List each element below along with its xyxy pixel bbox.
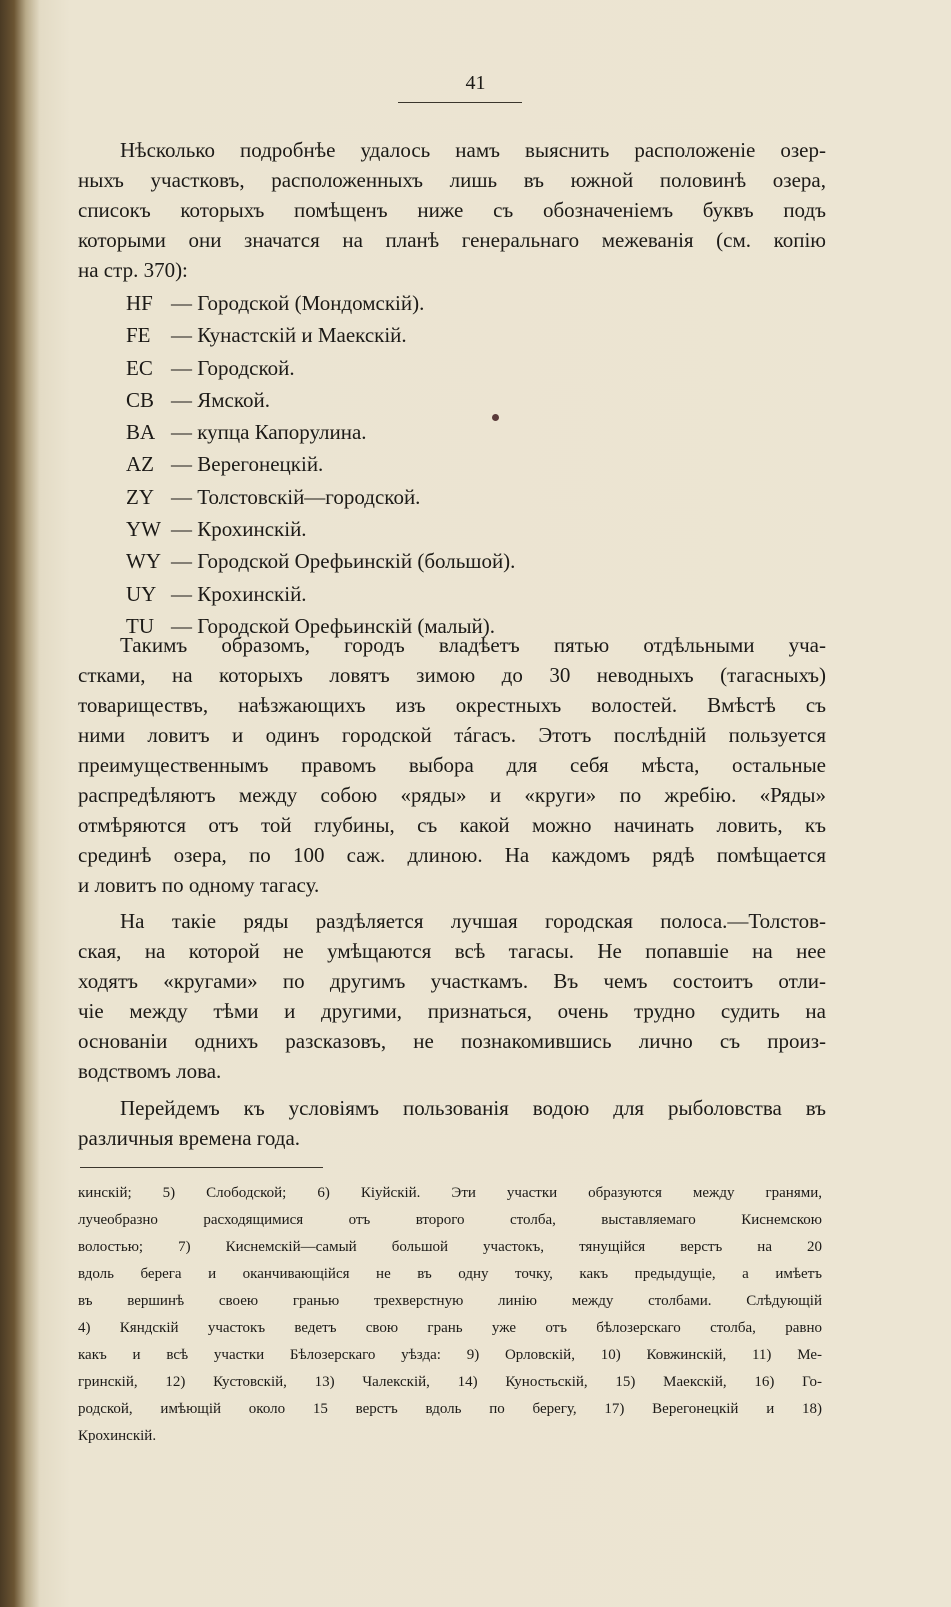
footnote-line: 4) Кяндскій участокъ ведетъ свою грань уже отъ бѣлозерскаго столба, равно xyxy=(78,1320,822,1336)
plot-code: CB xyxy=(126,387,155,412)
list-item xyxy=(126,514,515,546)
plot-name: — Городской Орефьинскій (большой). xyxy=(171,549,516,574)
text-line: ныхъ участковъ, расположенныхъ лишь въ южной половинѣ озера, xyxy=(78,168,826,192)
plot-code: YW xyxy=(126,517,161,542)
text-line: стками, на которыхъ ловятъ зимою до 30 неводныхъ (тагасныхъ) xyxy=(78,663,826,687)
plot-code: TU xyxy=(126,613,154,638)
plot-name: — Кунастскій и Маекскій. xyxy=(171,323,407,348)
text-line: на стр. 370): xyxy=(78,258,188,282)
plot-name: — Толстовскій—городской. xyxy=(171,484,421,509)
footnote-line: лучеобразно расходящимися отъ второго столба, выставляемаго Киснемскою xyxy=(78,1212,822,1228)
text-line: ходятъ «кругами» по другимъ участкамъ. Въ чемъ состоитъ отли- xyxy=(78,969,826,993)
plot-code: HF xyxy=(126,291,153,315)
plot-name: — Городской (Мондомскій). xyxy=(171,291,425,315)
text-line: распредѣляютъ между собою «ряды» и «круги» по жребію. «Ряды» xyxy=(78,783,826,807)
footnote-line: Крохинскій. xyxy=(78,1428,157,1444)
text-line: Такимъ образомъ, городъ владѣетъ пятью отдѣльными уча- xyxy=(120,633,826,657)
text-line: которыми они значатся на планѣ генеральнаго межеванія (см. копію xyxy=(78,228,826,252)
page-number-rule xyxy=(398,102,522,103)
text-line: и ловитъ по одному тагасу. xyxy=(78,873,320,897)
plot-name: — Городской Орефьинскій (малый). xyxy=(171,613,496,638)
footnote-line: вдоль берега и оканчивающійся не въ одну точку, какъ предыдущіе, а имѣетъ xyxy=(78,1266,822,1282)
text-line: товариществъ, наѣзжающихъ изъ окрестныхъ волостей. Вмѣстѣ съ xyxy=(78,693,826,717)
text-line: срединѣ озера, по 100 саж. длиною. На каждомъ рядѣ помѣщается xyxy=(78,843,826,867)
plot-name: — Городской. xyxy=(171,355,295,380)
footnote-line: въ вершинѣ своею гранью трехверстную линію между столбами. Слѣдующій xyxy=(78,1293,822,1309)
plot-name: — Крохинскій. xyxy=(171,517,307,542)
text-line: ними ловитъ и одинъ городской тáгасъ. Этотъ послѣдній пользуется xyxy=(78,723,826,747)
text-line: преимущественнымъ правомъ выбора для себя мѣста, остальные xyxy=(78,753,826,777)
text-line: водствомъ лова. xyxy=(78,1059,222,1083)
text-line: Перейдемъ къ условіямъ пользованія водою для рыболовства въ xyxy=(120,1096,826,1120)
plot-code: EC xyxy=(126,355,153,380)
text-line: Нѣсколько подробнѣе удалось намъ выяснить расположеніе озер- xyxy=(120,138,826,162)
paragraph-2 xyxy=(78,630,826,900)
footnote-line: какъ и всѣ участки Бѣлозерскаго уѣзда: 9) Орловскій, 10) Ковжинскій, 11) Ме- xyxy=(78,1347,822,1363)
ink-spot xyxy=(492,414,499,421)
list-item xyxy=(126,482,515,514)
footnote-line: родской, имѣющій около 15 верстъ вдоль по берегу, 17) Верегонецкій и 18) xyxy=(78,1401,822,1417)
plot-code: WY xyxy=(126,549,161,574)
list-item xyxy=(126,417,515,449)
plot-code: BA xyxy=(126,420,156,445)
list-item xyxy=(126,320,515,352)
page-number: 41 xyxy=(465,72,486,94)
paragraph-3 xyxy=(78,906,826,1086)
plot-name: — Крохинскій. xyxy=(171,581,307,606)
list-item xyxy=(126,546,515,578)
footnote-line: кинскій; 5) Слободской; 6) Кіуйскій. Эти участки образуются между гранями, xyxy=(78,1185,822,1201)
plot-name: — Ямской. xyxy=(171,387,270,412)
footnote-line: волостью; 7) Киснемскій—самый большой участокъ, тянущійся верстъ на 20 xyxy=(78,1239,822,1255)
plot-name: — Верегонецкій. xyxy=(171,452,324,477)
list-item xyxy=(126,353,515,385)
plot-code: FE xyxy=(126,323,151,348)
text-line: ская, на которой не умѣщаются всѣ тагасы. Не попавшіе на нее xyxy=(78,939,826,963)
text-line: На такіе ряды раздѣляется лучшая городская полоса.—Толстов- xyxy=(120,909,826,933)
text-line: отмѣряются отъ той глубины, съ какой можно начинать ловить, къ xyxy=(78,813,826,837)
text-line: основаніи однихъ разсказовъ, не познакомившись лично съ произ- xyxy=(78,1029,826,1053)
paragraph-4 xyxy=(78,1093,826,1153)
intro-lines xyxy=(78,135,826,285)
list-item xyxy=(126,385,515,417)
list-item xyxy=(126,288,515,320)
intro-paragraph xyxy=(78,135,826,285)
plot-code: UY xyxy=(126,581,157,606)
text-line: чіе между тѣми и другими, признаться, очень трудно судить на xyxy=(78,999,826,1023)
footnote-rule xyxy=(80,1167,323,1168)
footnote xyxy=(78,1180,822,1450)
list-item xyxy=(126,579,515,611)
footnote-line: гринскій, 12) Кустовскій, 13) Чалекскій, 14) Куностьскій, 15) Маекскій, 16) Го- xyxy=(78,1374,822,1390)
text-line: различныя времена года. xyxy=(78,1126,301,1150)
list-item xyxy=(126,449,515,481)
plots-list xyxy=(126,288,515,643)
text-line: списокъ которыхъ помѣщенъ ниже съ обозначеніемъ буквъ подъ xyxy=(78,198,826,222)
plot-code: AZ xyxy=(126,452,154,477)
plot-name: — купца Капорулина. xyxy=(171,420,367,445)
plot-code: ZY xyxy=(126,484,154,509)
